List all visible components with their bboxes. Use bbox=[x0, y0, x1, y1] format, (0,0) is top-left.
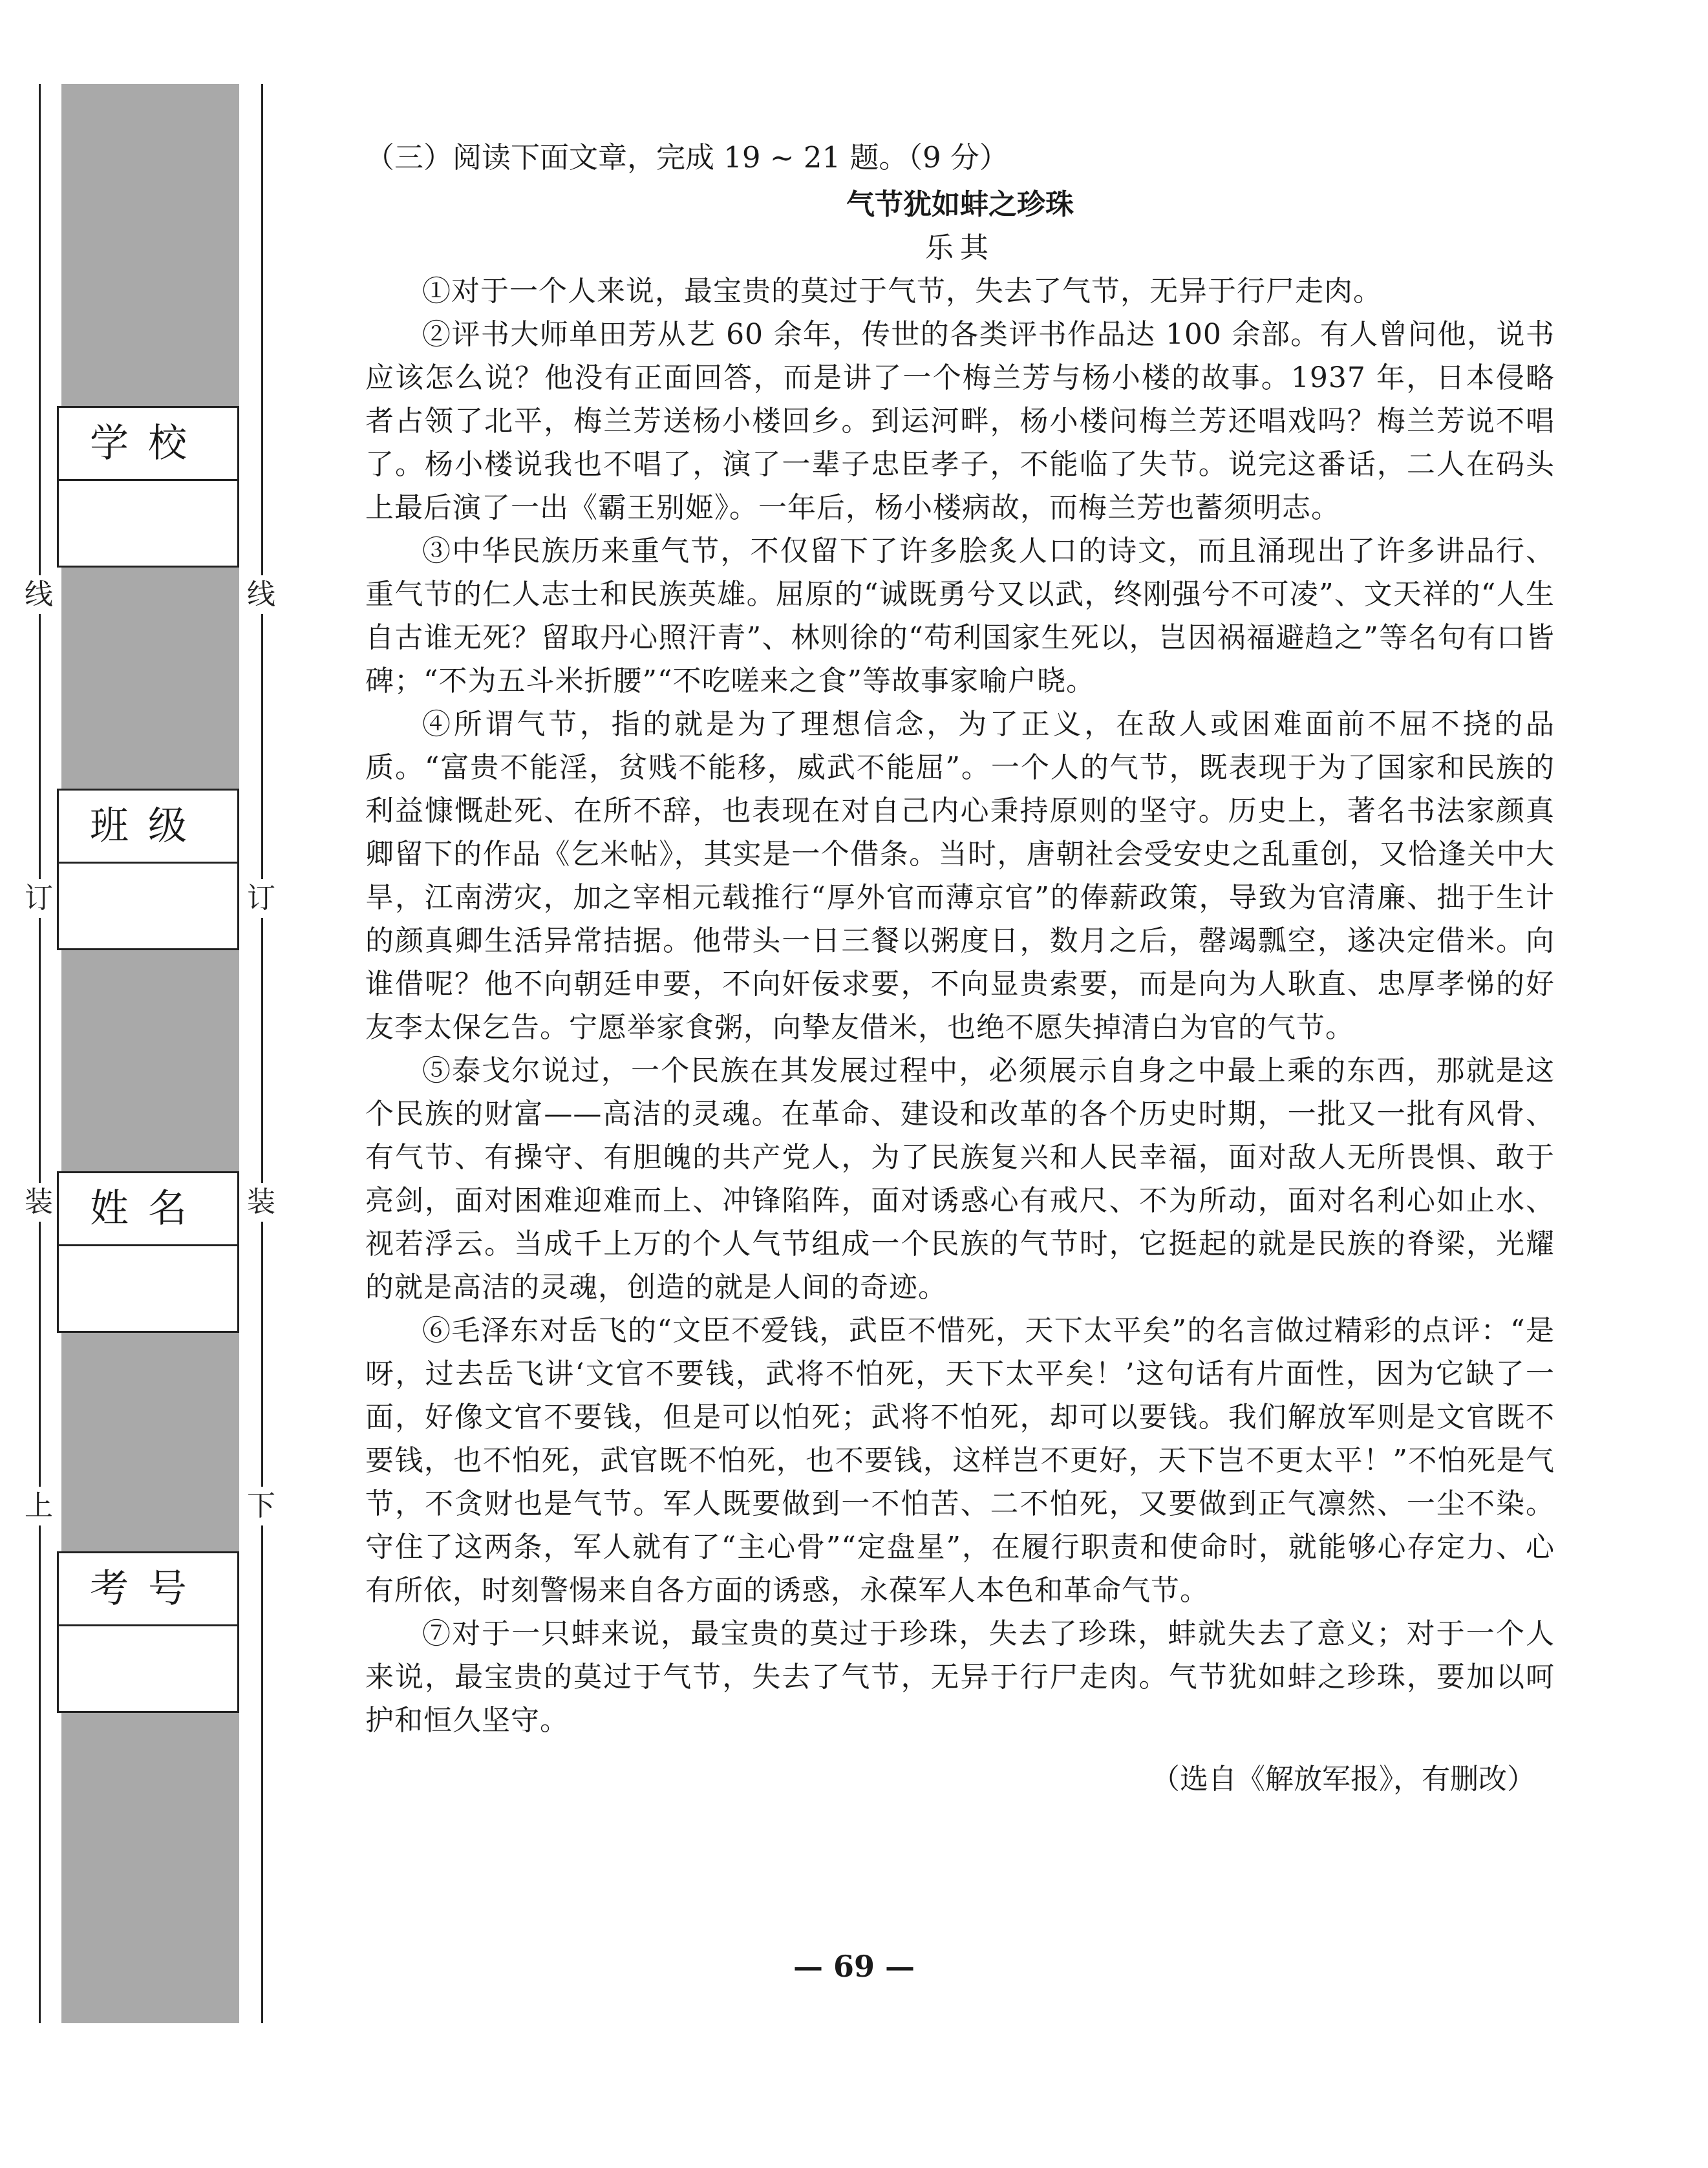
name-fill-area[interactable] bbox=[59, 1246, 237, 1333]
cut-mark-inner-ding: 订 bbox=[242, 879, 281, 918]
cut-mark-inner-xian: 线 bbox=[242, 575, 281, 614]
binding-inner-line bbox=[261, 84, 263, 2023]
cut-mark-inner-zhuang: 装 bbox=[242, 1183, 281, 1222]
section-heading: （三）阅读下面文章，完成 19 ~ 21 题。（9 分） bbox=[365, 140, 1009, 175]
class-fill-area[interactable] bbox=[59, 864, 237, 950]
cut-mark-inner-xia: 下 bbox=[242, 1487, 281, 1525]
school-label: 学校 bbox=[59, 408, 237, 481]
binding-margin bbox=[0, 0, 284, 2168]
cut-mark-outer-xian: 线 bbox=[19, 575, 58, 614]
binding-outer-line bbox=[39, 84, 41, 2023]
article-author: 乐其 bbox=[925, 231, 995, 264]
reading-passage bbox=[365, 136, 1555, 1801]
paragraph-3: ③中华民族历来重气节，不仅留下了许多脍炙人口的诗文，而且涌现出了许多讲品行、重气节的仁人志士和民族英雄。屈原的“诚既勇兮又以武，终刚强兮不可凌”、文天祥的“人生自古谁无死？留取丹心照汗青”、林则徐的“苟利国家生死以，岂因祸福避趋之”等名句有口皆碑；“不为五斗米折腰”“不吃嗟来之食”等故事家喻户晓。 bbox=[365, 535, 1555, 697]
name-label: 姓名 bbox=[59, 1173, 237, 1246]
article-title: 气节犹如蚌之珍珠 bbox=[846, 188, 1074, 221]
class-label: 班级 bbox=[59, 791, 237, 864]
page-number: — 69 — bbox=[793, 1949, 915, 1984]
paragraph-1: ①对于一个人来说，最宝贵的莫过于气节，失去了气节，无异于行尸走肉。 bbox=[422, 275, 1382, 308]
cut-mark-outer-shang: 上 bbox=[19, 1487, 58, 1525]
paragraph-2: ②评书大师单田芳从艺 60 余年，传世的各类评书作品达 100 余部。有人曾问他，说书应该怎么说？他没有正面回答，而是讲了一个梅兰芳与杨小楼的故事。1937 年，日本侵略者占领了北平，梅兰芳送杨小楼回乡。到运河畔，杨小楼问梅兰芳还唱戏吗？梅兰芳说不唱了。杨小楼说我也不唱了，演了一辈子忠臣孝子，不能临了失节。说完这番话，二人在码头上最后演了一出《霸王别姬》。一年后，杨小楼病故，而梅兰芳也蓄须明志。 bbox=[365, 318, 1555, 524]
paragraph-4: ④所谓气节，指的就是为了理想信念，为了正义，在敌人或困难面前不屈不挠的品质。“富贵不能淫，贫贱不能移，威武不能屈”。一个人的气节，既表现于为了国家和民族的利益慷慨赴死、在所不辞，也表现在对自己内心秉持原则的坚守。历史上，著名书法家颜真卿留下的作品《乞米帖》，其实是一个借条。当时，唐朝社会受安史之乱重创，又恰逢关中大旱，江南涝灾，加之宰相元载推行“厚外官而薄京官”的俸薪政策，导致为官清廉、拙于生计的颜真卿生活异常拮据。他带头一日三餐以粥度日，数月之后，罄竭瓢空，遂决定借米。向谁借呢？他不向朝廷申要，不向奸佞求要，不向显贵索要，而是向为人耿直、忠厚孝悌的好友李太保乞告。宁愿举家食粥，向挚友借米，也绝不愿失掉清白为官的气节。 bbox=[365, 708, 1555, 1044]
cut-mark-outer-zhuang: 装 bbox=[19, 1183, 58, 1222]
paragraph-7: ⑦对于一只蚌来说，最宝贵的莫过于珍珠，失去了珍珠，蚌就失去了意义；对于一个人来说，最宝贵的莫过于气节，失去了气节，无异于行尸走肉。气节犹如蚌之珍珠，要加以呵护和恒久坚守。 bbox=[365, 1617, 1555, 1737]
name-field bbox=[57, 1171, 239, 1333]
exam-number-label: 考号 bbox=[59, 1553, 237, 1626]
school-fill-area[interactable] bbox=[59, 481, 237, 568]
article-source: （选自《解放军报》，有删改） bbox=[1151, 1763, 1535, 1796]
exam-number-field bbox=[57, 1551, 239, 1713]
exam-number-fill-area[interactable] bbox=[59, 1626, 237, 1713]
cut-mark-outer-ding: 订 bbox=[19, 879, 58, 918]
binding-gray-band bbox=[61, 84, 239, 2023]
class-field bbox=[57, 789, 239, 950]
school-field bbox=[57, 406, 239, 568]
paragraph-6: ⑥毛泽东对岳飞的“文臣不爱钱，武臣不惜死，天下太平矣”的名言做过精彩的点评：“是呀，过去岳飞讲‘文官不要钱，武将不怕死，天下太平矣！’这句话有片面性，因为它缺了一面，好像文官不要钱，但是可以怕死；武将不怕死，却可以要钱。我们解放军则是文官既不要钱，也不怕死，武官既不怕死，也不要钱，这样岂不更好，天下岂不更太平！”不怕死是气节，不贪财也是气节。军人既要做到一不怕苦、二不怕死，又要做到正气凛然、一尘不染。守住了这两条，军人就有了“主心骨”“定盘星”，在履行职责和使命时，就能够心存定力、心有所依，时刻警惕来自各方面的诱惑，永葆军人本色和革命气节。 bbox=[365, 1314, 1555, 1607]
paragraph-5: ⑤泰戈尔说过，一个民族在其发展过程中，必须展示自身之中最上乘的东西，那就是这个民族的财富——高洁的灵魂。在革命、建设和改革的各个历史时期，一批又一批有风骨、有气节、有操守、有胆魄的共产党人，为了民族复兴和人民幸福，面对敌人无所畏惧、敢于亮剑，面对困难迎难而上、冲锋陷阵，面对诱惑心有戒尺、不为所动，面对名利心如止水、视若浮云。当成千上万的个人气节组成一个民族的气节时，它挺起的就是民族的脊梁，光耀的就是高洁的灵魂，创造的就是人间的奇迹。 bbox=[365, 1054, 1555, 1304]
